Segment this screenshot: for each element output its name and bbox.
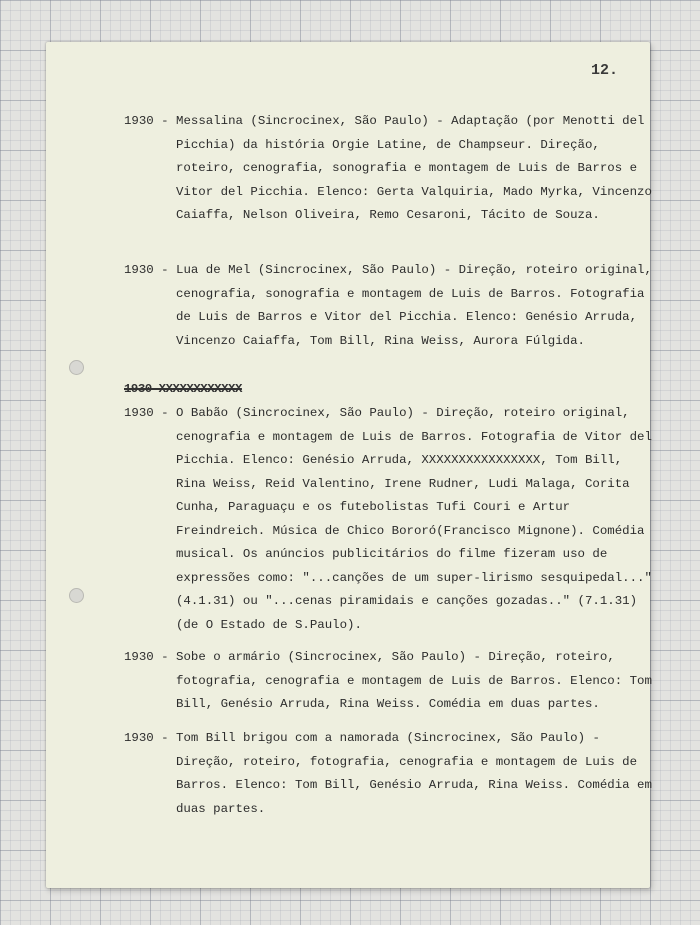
filmography-entry-sobe-o-armario xyxy=(124,646,660,717)
punch-hole-bottom xyxy=(69,588,84,603)
entry-text: 1930 - Tom Bill brigou com a namorada (Sincrocinex, São Paulo) - Direção, roteiro, fotografia, cenografia e montagem de Luis de Barros. Elenco: Tom Bill, Genésio Arruda, Rina Weiss. Comédia em duas partes. xyxy=(124,731,660,816)
filmography-entry-o-babao xyxy=(124,402,660,637)
filmography-entry-messalina xyxy=(124,110,660,228)
struck-out-line: 1930-XXXXXXXXXXXX xyxy=(124,382,242,396)
filmography-entry-lua-de-mel xyxy=(124,259,660,353)
punch-hole-top xyxy=(69,360,84,375)
entry-text: 1930 - Lua de Mel (Sincrocinex, São Paulo) - Direção, roteiro original, cenografia, sonografia e montagem de Luis de Barros. Fotografia de Luis de Barros e Vitor del Picchia. Elenco: Genésio Arruda, Vincenzo Caiaffa, Tom Bill, Rina Weiss, Aurora Fúlgida. xyxy=(124,263,660,348)
entry-text: 1930 - Messalina (Sincrocinex, São Paulo) - Adaptação (por Menotti del Picchia) da história Orgie Latine, de Champseur. Direção, roteiro, cenografia, sonografia e montagem de Luis de Barros e Vitor del Picchia. Elenco: Gerta Valquiria, Mado Myrka, Vincenzo Caiaffa, Nelson Oliveira, Remo Cesaroni, Tácito de Souza. xyxy=(124,114,660,222)
typewritten-page xyxy=(46,42,660,888)
page-number: 12. xyxy=(591,62,619,79)
filmography-entry-tom-bill xyxy=(124,727,660,821)
entry-text: 1930 - Sobe o armário (Sincrocinex, São Paulo) - Direção, roteiro, fotografia, cenografia e montagem de Luis de Barros. Elenco: Tom Bill, Genésio Arruda, Rina Weiss. Comédia em duas partes. xyxy=(124,650,660,711)
entry-text: 1930 - O Babão (Sincrocinex, São Paulo) - Direção, roteiro original, cenografia e montagem de Luis de Barros. Fotografia de Vitor del Picchia. Elenco: Genésio Arruda, XXXXXXXXXXXXXXXX, Tom Bill, Rina Weiss, Reid Valentino, Irene Rudner, Ludi Malaga, Corita Cunha, Paraguaçu e os futebolistas Tufi Couri e Artur Freindreich. Música de Chico Bororó(Francisco Mignone). Comédia musical. Os anúncios publicitários do filme fizeram uso de expressões como: "...canções de um super-lirismo sesquipedal..." (4.1.31) ou "...cenas piramidais e canções gozadas.." (7.1.31) (de O Estado de S.Paulo). xyxy=(124,406,660,632)
